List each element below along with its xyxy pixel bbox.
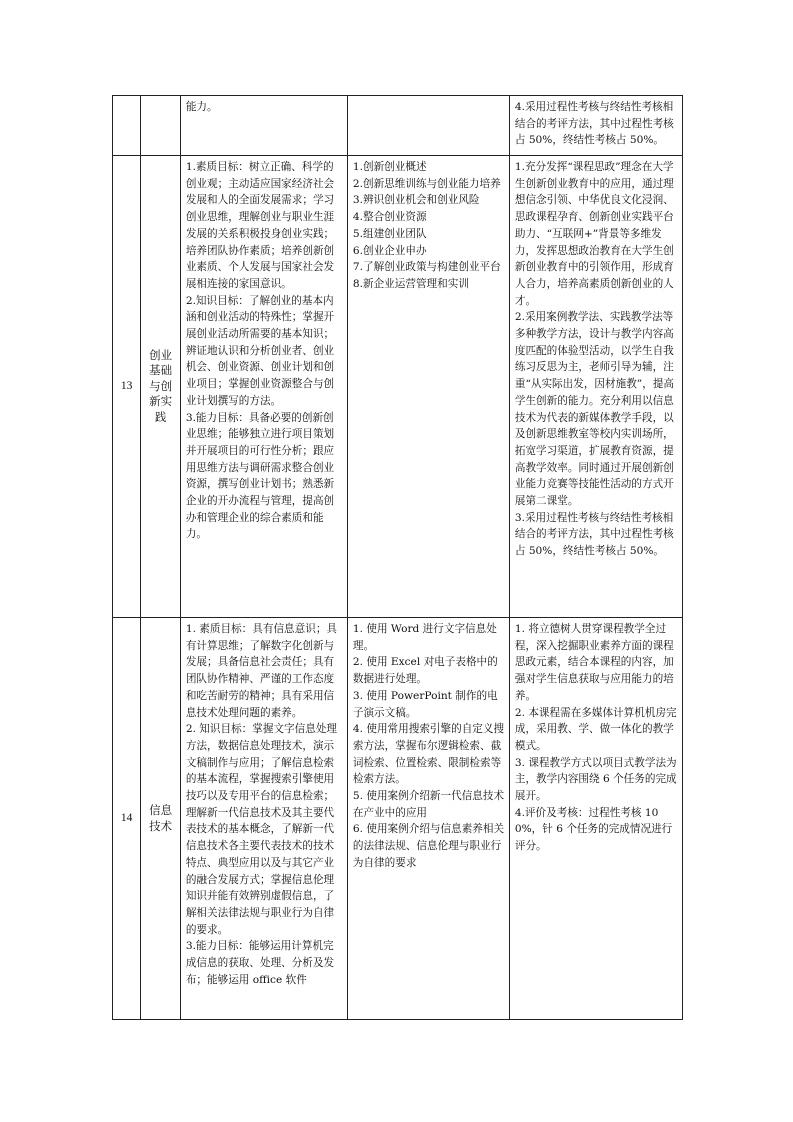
objectives-cell: [180, 96, 347, 156]
content-cell: [347, 96, 509, 156]
objectives-text: 能力。: [185, 101, 218, 113]
table-row: [113, 618, 683, 1020]
methods-text: 1. 将立德树人贯穿课程教学全过程，深入挖掘职业素养方面的课程思政元素，结合本课程的内容，加强对学生信息获取与应用能力的培养。 2. 本课程需在多媒体计算机机房完成，采用教、学、做一体化的教学模式。 3. 课程教学方式以项目式教学法为主，教学内容围绕 6 个任务的完成展开。 4.评价及考核：过程性考核 100%，针 6 个任务的完成情况进行评分。: [514, 623, 677, 853]
objectives-text: 1. 素质目标：具有信息意识；具有计算思维；了解数字化创新与发展；具备信息社会责任；具有团队协作精神、严谨的工作态度和吃苦耐劳的精神；具有采用信息技术处理问题的素养。 2. 知识目标：掌握文字信息处理方法，数据信息处理技术，演示文稿制作与应用；了解信息检索的基本流程，掌握搜索引擎使用技巧以及专用平台的信息检索；理解新一代信息技术及其主要代表技术的基本概念，了解新一代信息技术各主要代表技术的技术特点、典型应用以及与其它产业的融合发展方式；掌握信息伦理知识并能有效辨别虚假信息，了解相关法律法规与职业行为自律的要求。 3.能力目标：能够运用计算机完成信息的获取、处理、分析及发布；能够运用 office 软件: [185, 623, 338, 986]
course-syllabus-table: [112, 95, 683, 1020]
course-number-cell: 14: [113, 618, 141, 1020]
methods-text: 4.采用过程性考核与终结性考核相结合的考评方法，其中过程性考核占 50%，终结性考核占 50%。: [514, 101, 674, 147]
content-cell: [347, 618, 509, 1020]
course-name-cell: 创业基础与创新实践: [141, 156, 180, 618]
content-cell: [347, 156, 509, 618]
course-name-cell: 信息技术: [141, 618, 180, 1020]
objectives-cell: [180, 156, 347, 618]
methods-text: 1.充分发挥“课程思政”理念在大学生创新创业教育中的应用，通过理想信念引领、中华优良文化浸润、思政课程孕育、创新创业实践平台助力、“互联网+”背景等多维发力，发挥思想政治教育在大学生创新创业教育中的引领作用，形成育人合力，培养高素质创新创业的人才。 2.采用案例教学法、实践教学法等多种教学方法，设计与教学内容高度匹配的体验型活动，以学生自我练习反思为主，老师引导为辅，注重“从实际出发，因材施教”，提高学生创新的能力。充分利用以信息技术为代表的新媒体教学手段，以及创新思维教室等校内实训场所，拓宽学习渠道，扩展教育资源，提高教学效率。同时通过开展创新创业能力竞赛等技能性活动的方式开展第二课堂。 3.采用过程性考核与终结性考核相结合的考评方法，其中过程性考核占 50%，终结性考核占 50%。: [514, 161, 675, 558]
table-row: [113, 156, 683, 618]
objectives-text: 1.素质目标：树立正确、科学的创业观；主动适应国家经济社会发展和人的全面发展需求；学习创业思维，理解创业与职业生涯发展的关系积极投身创业实践；培养团队协作素质；培养创新创业素质、个人发展与国家社会发展相连接的家国意识。 2.知识目标：了解创业的基本内涵和创业活动的特殊性；掌握开展创业活动所需要的基本知识；辨证地认识和分析创业者、创业机会、创业资源、创业计划和创业项目；掌握创业资源整合与创业计划撰写的方法。 3.能力目标：具备必要的创新创业思维；能够独立进行项目策划并开展项目的可行性分析；跟应用思维方法与调研需求整合创业资源，撰写创业计划书；熟悉新企业的开办流程与管理，提高创办和管理企业的综合素质和能力。: [185, 161, 335, 541]
content-text: 1. 使用 Word 进行文字信息处理。 2. 使用 Excel 对电子表格中的数据进行处理。 3. 使用 PowerPoint 制作的电子演示文稿。 4. 使用常用搜索引擎的自定义搜索方法，掌握布尔逻辑检索、截词检索、位置检索、限制检索等检索方法。 5. 使用案例介绍新一代信息技术在产业中的应用 6. 使用案例介绍与信息素养相关的法律法规、信息伦理与职业行为自律的要求: [352, 623, 505, 869]
course-name-cell: [141, 96, 180, 156]
content-text: 1.创新创业概述 2.创新思维训练与创业能力培养 3.辨识创业机会和创业风险 4.整合创业资源 5.组建创业团队 6.创业企业申办 7.了解创业政策与构建创业平台 8.新企业运营管理和实训: [352, 161, 501, 290]
methods-cell: [509, 156, 682, 618]
table-row: [113, 96, 683, 156]
methods-cell: [509, 96, 682, 156]
objectives-cell: [180, 618, 347, 1020]
course-number-cell: [113, 96, 141, 156]
course-number-cell: 13: [113, 156, 141, 618]
methods-cell: [509, 618, 682, 1020]
